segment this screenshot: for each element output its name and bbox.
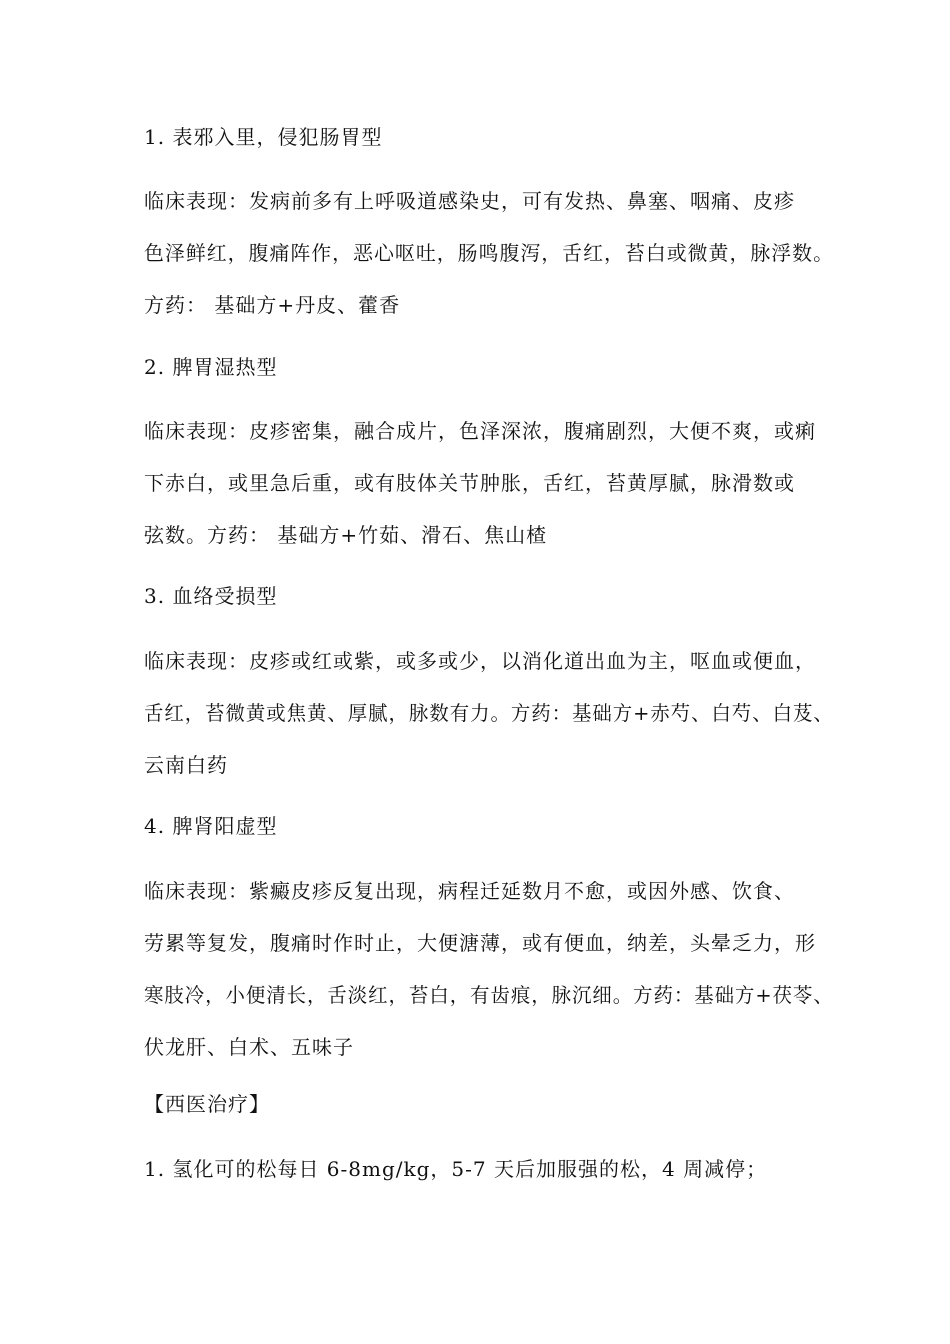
body-line: 色泽鲜红，腹痛阵作，恶心呕吐，肠鸣腹泻，舌红，苔白或微黄，脉浮数。 xyxy=(144,241,834,265)
body-line: 劳累等复发，腹痛时作时止，大便溏薄，或有便血，纳差，头晕乏力，形 xyxy=(144,931,816,955)
item-text: 1. 氢化可的松每日 6-8mg/kg，5-7 天后加服强的松，4 周减停； xyxy=(144,1157,768,1181)
heading-text: 4. 脾肾阳虚型 xyxy=(144,814,278,838)
body-line: 临床表现：紫癜皮疹反复出现，病程迁延数月不愈，或因外感、饮食、 xyxy=(144,879,795,903)
heading-text: 【西医治疗】 xyxy=(144,1092,270,1116)
body-line: 弦数。方药： 基础方+竹茹、滑石、焦山楂 xyxy=(144,523,548,547)
body-line: 云南白药 xyxy=(144,753,228,777)
section-2-heading xyxy=(144,351,834,384)
body-line: 临床表现：皮疹或红或紫，或多或少，以消化道出血为主，呕血或便血， xyxy=(144,649,816,673)
section-2-body xyxy=(144,413,834,553)
section-4-body xyxy=(144,873,834,1065)
section-1-body xyxy=(144,183,834,323)
heading-text: 2. 脾胃湿热型 xyxy=(144,355,278,379)
body-line: 方药： 基础方+丹皮、藿香 xyxy=(144,293,401,317)
body-line: 伏龙肝、白术、五味子 xyxy=(144,1035,354,1059)
body-line: 下赤白，或里急后重，或有肢体关节肿胀，舌红，苔黄厚腻，脉滑数或 xyxy=(144,471,795,495)
body-line: 临床表现：皮疹密集，融合成片，色泽深浓，腹痛剧烈，大便不爽，或痢 xyxy=(144,419,816,443)
western-treatment-item xyxy=(144,1153,834,1186)
body-line: 临床表现：发病前多有上呼吸道感染史，可有发热、鼻塞、咽痛、皮疹 xyxy=(144,189,795,213)
section-4-heading xyxy=(144,810,834,843)
heading-text: 1. 表邪入里，侵犯肠胃型 xyxy=(144,125,383,149)
body-line: 寒肢冷，小便清长，舌淡红，苔白，有齿痕，脉沉细。方药：基础方+茯苓、 xyxy=(144,983,834,1007)
section-1-heading xyxy=(144,121,834,154)
western-treatment-heading xyxy=(144,1088,834,1121)
body-line: 舌红，苔微黄或焦黄、厚腻，脉数有力。方药：基础方+赤芍、白芍、白芨、 xyxy=(144,701,834,725)
section-3-heading xyxy=(144,580,834,613)
section-3-body xyxy=(144,643,834,783)
heading-text: 3. 血络受损型 xyxy=(144,584,278,608)
